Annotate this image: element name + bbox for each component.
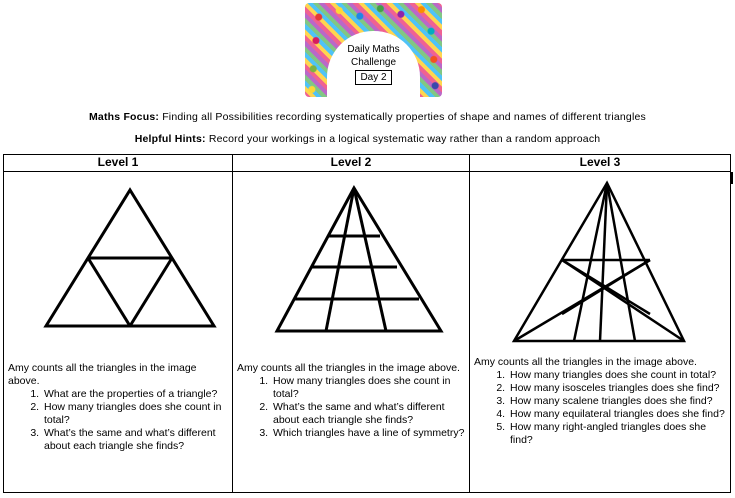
level-1-questions xyxy=(8,388,228,453)
level-3-question: 4. How many equilateral triangles does she find? xyxy=(508,408,726,421)
level-1-text xyxy=(8,362,228,453)
level-3-question: 5. How many right-angled triangles does she find? xyxy=(508,421,726,447)
text-cursor-mark xyxy=(731,172,733,184)
levels-table xyxy=(3,154,731,493)
level-2-question: 2. What’s the same and what’s different about each triangle she finds? xyxy=(271,401,465,427)
level-3-text xyxy=(474,356,726,447)
level-1-header: Level 1 xyxy=(4,155,233,172)
helpful-hints-text: Record your workings in a logical systematic way rather than a random approach xyxy=(208,133,601,145)
helpful-hints xyxy=(0,133,735,145)
level-2-questions xyxy=(237,375,465,440)
level-2-question: 3. Which triangles have a line of symmetry? xyxy=(271,427,465,440)
level-3-header: Level 3 xyxy=(470,155,731,172)
level-2-cell xyxy=(233,172,470,493)
level-3-triangle-figure xyxy=(470,178,731,348)
level-2-triangle-figure xyxy=(233,178,470,343)
level-1-question: 3. What’s the same and what’s different about each triangle she finds? xyxy=(42,427,228,453)
maths-focus-text: Finding all Possibilities recording systematically properties of shape and names of different triangles xyxy=(162,111,646,123)
level-3-intro: Amy counts all the triangles in the image above. xyxy=(474,356,697,368)
banner-title-area xyxy=(327,31,420,97)
maths-focus-label: Maths Focus: xyxy=(88,111,160,123)
level-1-question: 1. What are the properties of a triangle? xyxy=(42,388,228,401)
banner-image xyxy=(305,3,442,97)
maths-focus xyxy=(0,111,735,123)
level-3-question: 3. How many scalene triangles does she find? xyxy=(508,395,726,408)
level-1-cell xyxy=(4,172,233,493)
level-2-text xyxy=(237,362,465,440)
banner-line2: Challenge xyxy=(350,57,397,68)
level-3-question: 2. How many isosceles triangles does she find? xyxy=(508,382,726,395)
level-2-intro: Amy counts all the triangles in the image above. xyxy=(237,362,460,374)
level-2-question: 1. How many triangles does she count in total? xyxy=(271,375,465,401)
banner-day: Day 2 xyxy=(355,70,391,85)
level-1-question: 2. How many triangles does she count in total? xyxy=(42,401,228,427)
level-1-triangle-figure xyxy=(4,178,233,338)
level-3-question: 1. How many triangles does she count in total? xyxy=(508,369,726,382)
level-3-questions xyxy=(474,369,726,447)
level-3-cell xyxy=(470,172,731,493)
level-2-header: Level 2 xyxy=(233,155,470,172)
helpful-hints-label: Helpful Hints: xyxy=(134,133,206,145)
banner-line1: Daily Maths xyxy=(347,44,400,55)
level-1-intro: Amy counts all the triangles in the image above. xyxy=(8,362,197,387)
